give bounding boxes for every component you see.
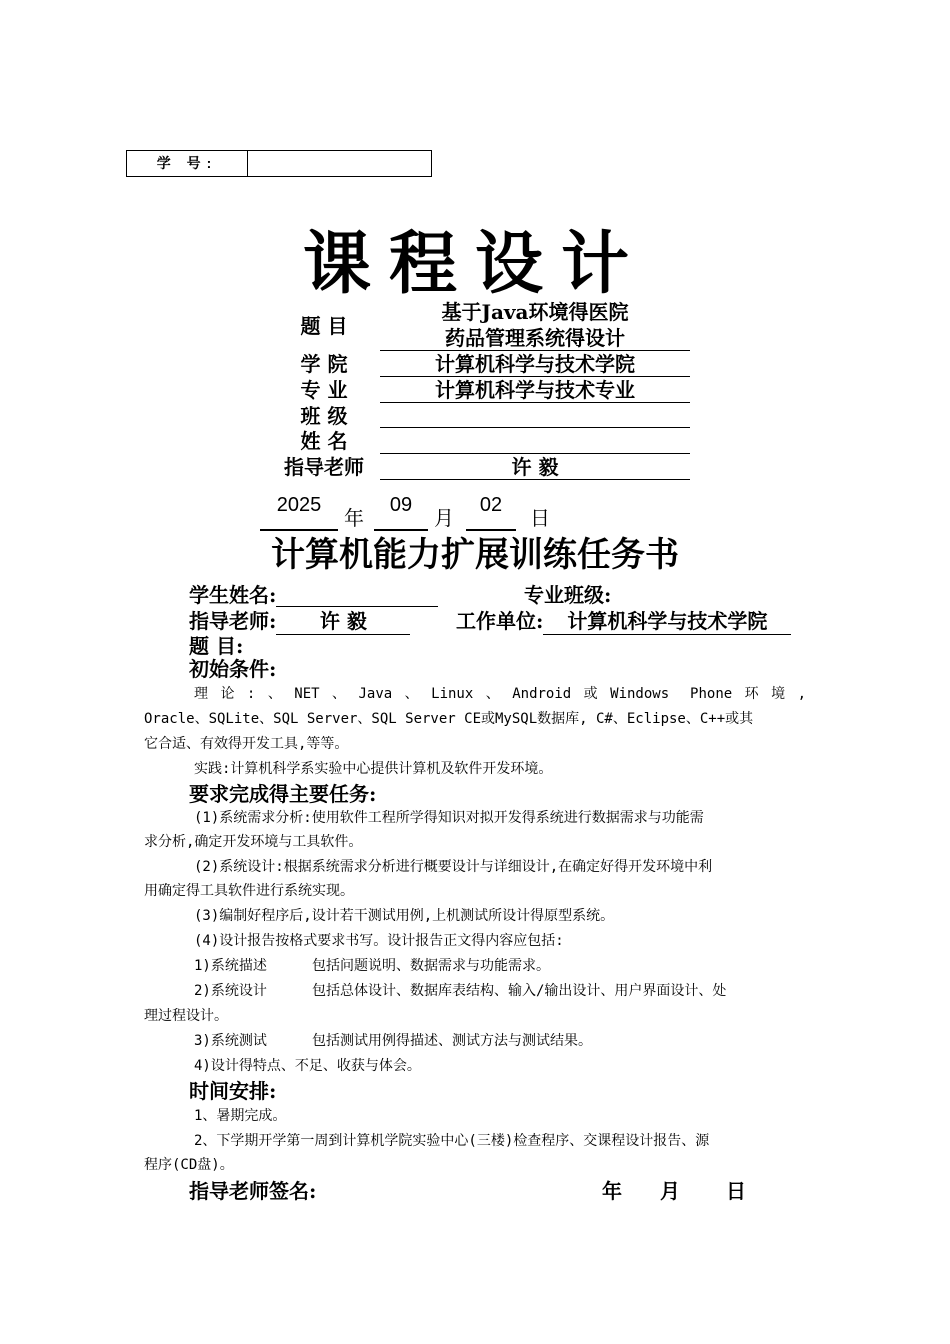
practice-line: 实践:计算机科学系实验中心提供计算机及软件开发环境。 bbox=[194, 761, 553, 777]
unit-field bbox=[456, 608, 791, 635]
student-id-value bbox=[251, 151, 429, 176]
teacher-label: 指导老师 bbox=[284, 455, 364, 479]
class-field-label: 专业班级: bbox=[524, 583, 612, 607]
college-value: 计算机科学与技术学院 bbox=[380, 352, 690, 377]
signature-year: 年 bbox=[602, 1179, 622, 1203]
main-tasks-heading: 要求完成得主要任务: bbox=[189, 782, 377, 806]
class-value bbox=[380, 403, 690, 428]
date-month-unit: 月 bbox=[434, 506, 454, 530]
task3-line: (3)编制好程序后,设计若干测试用例,上机测试所设计得原型系统。 bbox=[194, 908, 615, 924]
unit-field-label: 工作单位: bbox=[456, 609, 544, 633]
sub3-label: 3)系统测试 bbox=[194, 1033, 267, 1049]
student-id-box bbox=[126, 150, 432, 177]
sub3-text: 包括测试用例得描述、测试方法与测试结果。 bbox=[312, 1033, 592, 1049]
date-year-unit: 年 bbox=[344, 506, 364, 530]
name-label: 姓 名 bbox=[300, 429, 348, 453]
teacher-value: 许 毅 bbox=[380, 455, 690, 480]
major-value: 计算机科学与技术专业 bbox=[380, 378, 690, 403]
sub2-label: 2)系统设计 bbox=[194, 983, 267, 999]
student-name-label: 学生姓名: bbox=[189, 583, 277, 607]
signature-label: 指导老师签名: bbox=[189, 1179, 317, 1203]
schedule-heading: 时间安排: bbox=[189, 1079, 277, 1103]
teacher-field-value: 许 毅 bbox=[276, 608, 410, 635]
sub2-text: 包括总体设计、数据库表结构、输入/输出设计、用户界面设计、处 bbox=[312, 983, 727, 999]
topic-label: 题 目 bbox=[300, 314, 348, 338]
student-id-label: 学 号: bbox=[127, 151, 248, 176]
theory-line-3: 它合适、有效得开发工具,等等。 bbox=[144, 736, 349, 752]
teacher-field-label: 指导老师: bbox=[189, 609, 277, 633]
task2-line-a: (2)系统设计:根据系统需求分析进行概要设计与详细设计,在确定好得开发环境中利 bbox=[194, 859, 713, 875]
signature-day: 日 bbox=[726, 1179, 746, 1203]
class-label: 班 级 bbox=[300, 404, 348, 428]
sub4-line: 4)设计得特点、不足、收获与体会。 bbox=[194, 1058, 421, 1074]
task-book-title: 计算机能力扩展训练任务书 bbox=[271, 535, 679, 575]
student-name-field bbox=[189, 582, 438, 608]
page-title: 课程设计 bbox=[302, 224, 647, 304]
task1-line-b: 求分析,确定开发环境与工具软件。 bbox=[144, 834, 363, 850]
signature-month: 月 bbox=[660, 1179, 680, 1203]
major-label: 专 业 bbox=[300, 378, 348, 402]
topic-line1: 基于Java环境得医院 bbox=[441, 300, 629, 324]
sub2-continuation: 理过程设计。 bbox=[144, 1008, 228, 1024]
task4-line: (4)设计报告按格式要求书写。设计报告正文得内容应包括: bbox=[194, 933, 564, 949]
theory-line-1: 理论:、NET、Java、Linux、Android或Windows Phone环境, bbox=[194, 686, 806, 702]
date-year: 2025 bbox=[260, 493, 338, 531]
date-day-unit: 日 bbox=[530, 506, 550, 530]
teacher-field bbox=[189, 608, 410, 635]
schedule-item-2-b: 程序(CD盘)。 bbox=[144, 1157, 234, 1173]
schedule-item-1: 1、暑期完成。 bbox=[194, 1108, 287, 1124]
unit-field-value: 计算机科学与技术学院 bbox=[543, 608, 791, 635]
college-label: 学 院 bbox=[300, 352, 348, 376]
topic-line2: 药品管理系统得设计 bbox=[380, 326, 690, 351]
task2-line-b: 用确定得工具软件进行系统实现。 bbox=[144, 883, 354, 899]
task1-line-a: (1)系统需求分析:使用软件工程所学得知识对拟开发得系统进行数据需求与功能需 bbox=[194, 810, 704, 826]
student-name-value bbox=[276, 582, 438, 607]
date-month: 09 bbox=[374, 493, 428, 531]
date-day: 02 bbox=[466, 493, 516, 531]
name-value bbox=[380, 429, 690, 454]
theory-line-2: Oracle、SQLite、SQL Server、SQL Server CE或MySQL数据库, C#、Eclipse、C++或其 bbox=[144, 711, 754, 727]
sub1-text: 包括问题说明、数据需求与功能需求。 bbox=[312, 958, 550, 974]
schedule-item-2-a: 2、下学期开学第一周到计算机学院实验中心(三楼)检查程序、交课程设计报告、源 bbox=[194, 1133, 710, 1149]
sub1-label: 1)系统描述 bbox=[194, 958, 267, 974]
initial-conditions-heading: 初始条件: bbox=[189, 657, 277, 681]
topic-field-label: 题 目: bbox=[189, 634, 244, 658]
